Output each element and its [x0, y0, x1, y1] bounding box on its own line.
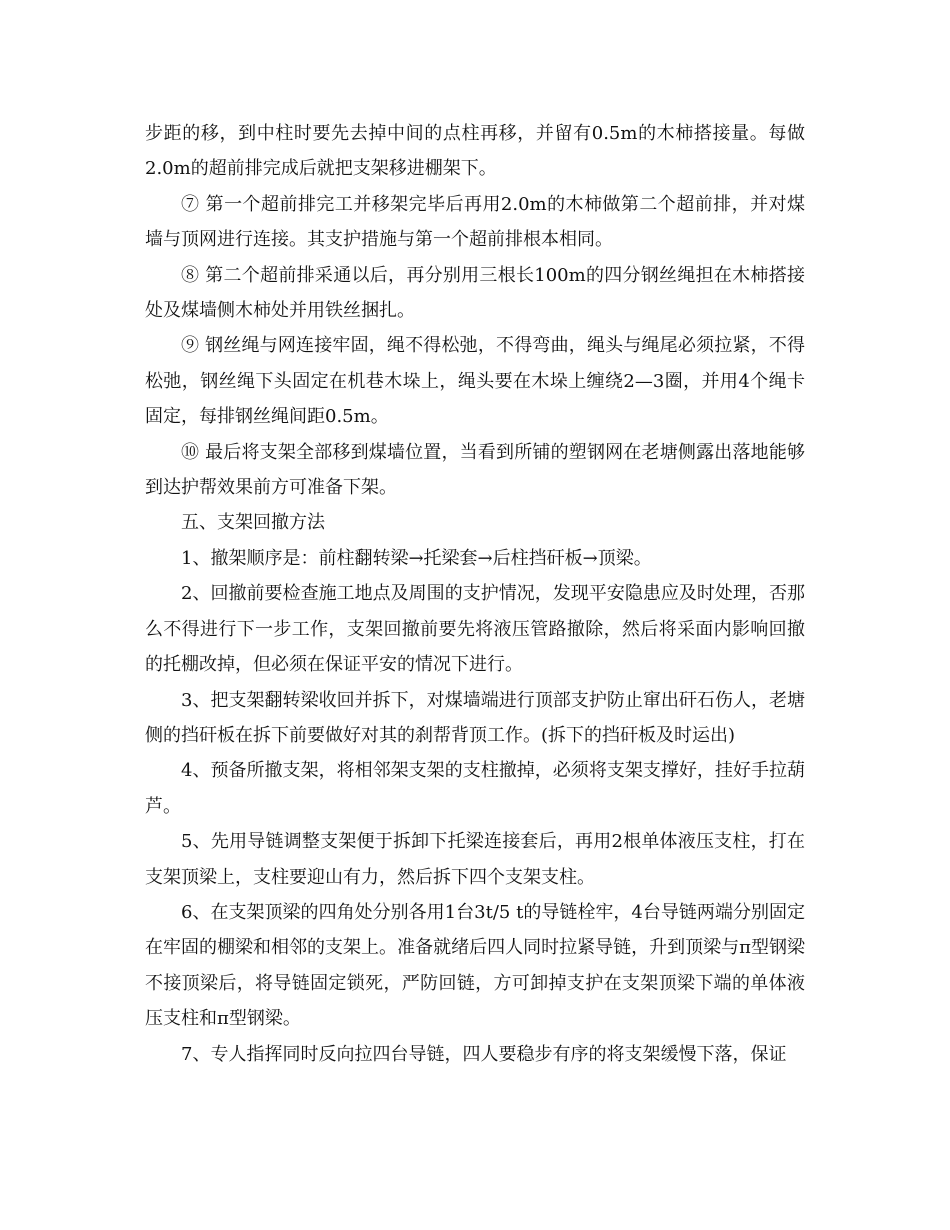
paragraph-item-6: 6、在支架顶梁的四角处分别各用1台3t/5 t的导链栓牢，4台导链两端分别固定在牢固的棚梁和相邻的支架上。准备就绪后四人同时拉紧导链，升到顶梁与π型钢梁不接顶梁后，将导链固定锁死，严防回链，方可卸掉支护在支架顶梁下端的单体液压支柱和π型钢梁。: [145, 901, 805, 1030]
document-page: [145, 116, 805, 1072]
paragraph-step-8: ⑧ 第二个超前排采通以后，再分别用三根长100m的四分钢丝绳担在木柿搭接处及煤墙侧木柿处并用铁丝捆扎。: [145, 264, 805, 322]
paragraph-item-2: 2、回撤前要检查施工地点及周围的支护情况，发现平安隐患应及时处理，否那么不得进行下一步工作，支架回撤前要先将液压管路撤除，然后将采面内影响回撤的托棚改掉，但必须在保证平安的情况下进行。: [145, 583, 805, 676]
section-heading: 五、支架回撤方法: [181, 512, 325, 534]
paragraph-continuation: 步距的移，到中柱时要先去掉中间的点柱再移，并留有0.5m的木柿搭接量。每做2.0m的超前排完成后就把支架移进棚架下。: [145, 123, 805, 180]
paragraph-item-1: 1、撤架顺序是：前柱翻转梁→托梁套→后柱挡矸板→顶梁。: [181, 547, 652, 569]
paragraph-item-5: 5、先用导链调整支架便于拆卸下托梁连接套后，再用2根单体液压支柱，打在支架顶梁上，支柱要迎山有力，然后拆下四个支架支柱。: [145, 831, 805, 888]
paragraph-step-7: ⑦ 第一个超前排完工并移架完毕后再用2.0m的木柿做第二个超前排，并对煤墙与顶网进行连接。其支护措施与第一个超前排根本相同。: [145, 193, 805, 251]
paragraph-step-10: ⑩ 最后将支架全部移到煤墙位置，当看到所铺的塑钢网在老塘侧露出落地能够到达护帮效果前方可准备下架。: [145, 441, 805, 499]
paragraph-step-9: ⑨ 钢丝绳与网连接牢固，绳不得松弛，不得弯曲，绳头与绳尾必须拉紧，不得松弛，钢丝绳下头固定在机巷木垛上，绳头要在木垛上缠绕2—3圈，并用4个绳卡固定，每排钢丝绳间距0.5m。: [145, 335, 805, 428]
paragraph-item-4: 4、预备所撤支架，将相邻架支架的支柱撤掉，必须将支架支撑好，挂好手拉葫芦。: [145, 760, 805, 817]
paragraph-item-3: 3、把支架翻转梁收回并拆下，对煤墙端进行顶部支护防止窜出矸石伤人，老塘侧的挡矸板在拆下前要做好对其的刹帮背顶工作。(拆下的挡矸板及时运出): [145, 689, 805, 746]
paragraph-item-7: 7、专人指挥同时反向拉四台导链，四人要稳步有序的将支架缓慢下落，保证: [181, 1043, 787, 1065]
